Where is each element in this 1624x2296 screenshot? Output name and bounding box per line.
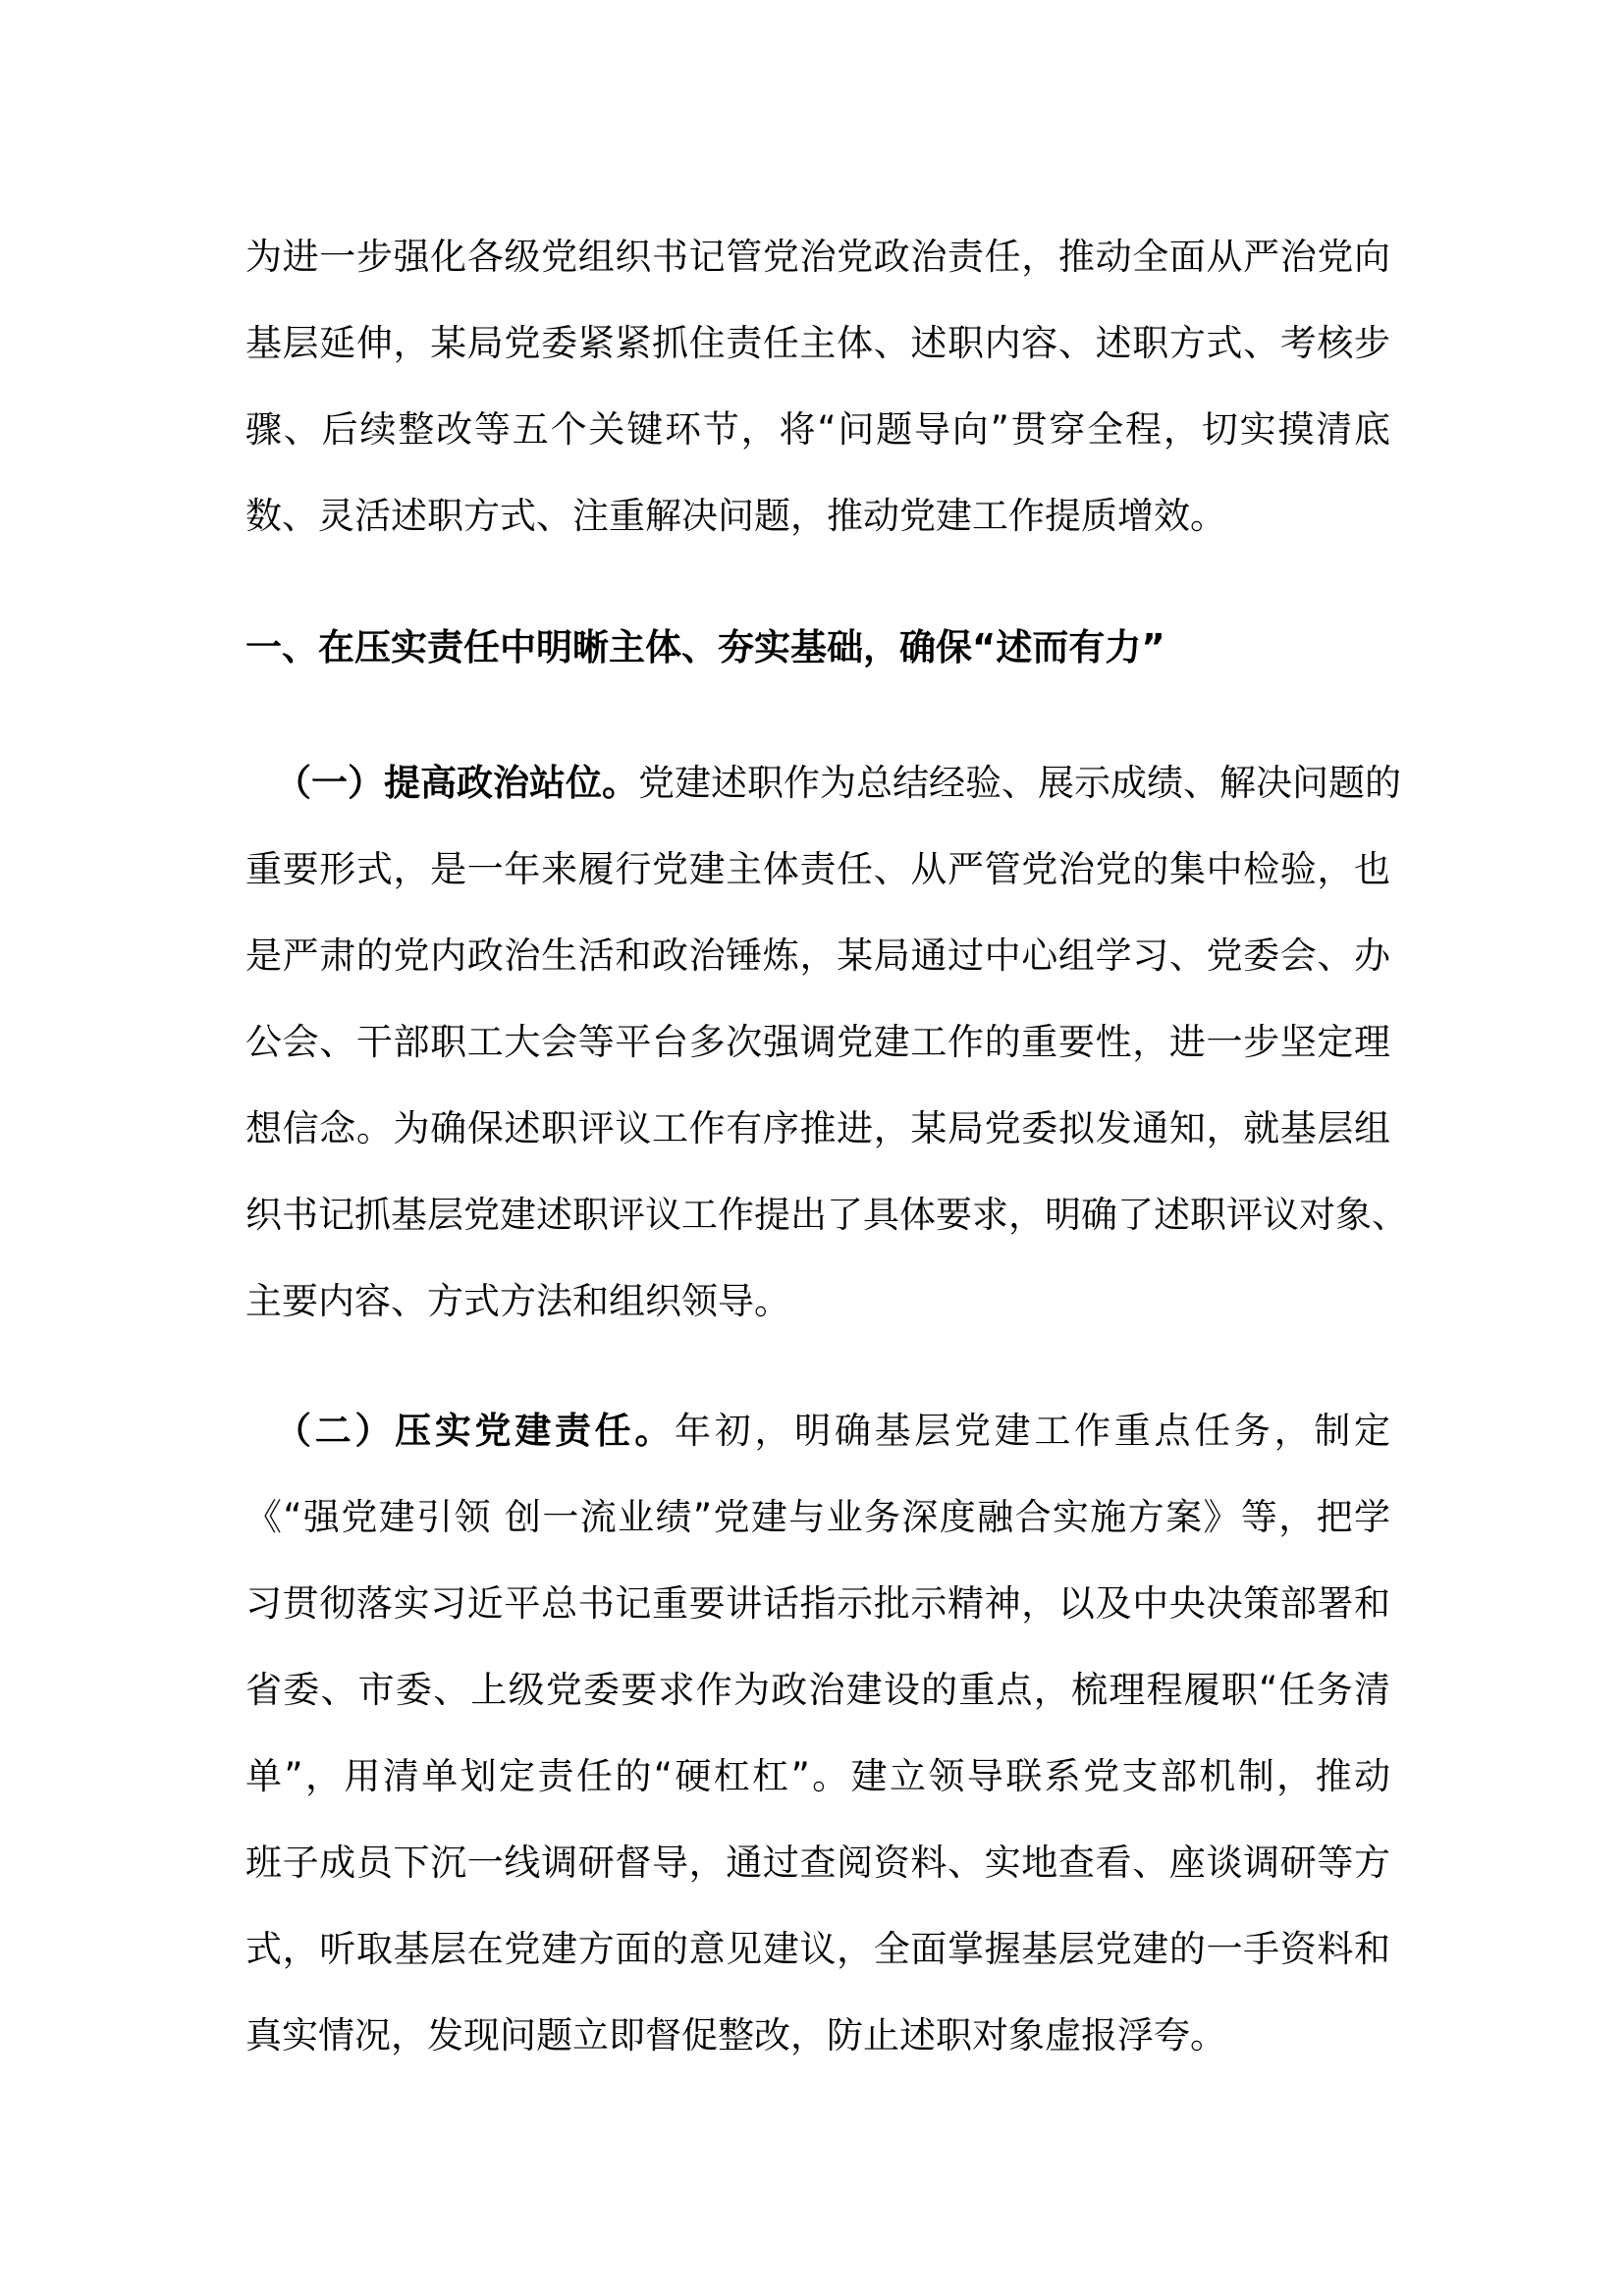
text-line [245,740,1401,827]
text-line: 习贯彻落实习近平总书记重要讲话指示批示精神，以及中央决策部署和 [245,1582,1390,1625]
text-line: 想信念。为确保述职评议工作有序推进，某局党委拟发通知，就基层组 [245,1107,1390,1149]
section-heading-text: 一、在压实责任中明晰主体、夯实基础，确保“述而有力” [245,626,1165,668]
text-line: 省委、市委、上级党委要求作为政治建设的重点，梳理程履职“任务清 [245,1669,1390,1711]
paragraph-party-responsibility [245,1388,1390,2079]
paragraph-lead: （二）压实党建责任。 [275,1410,676,1452]
intro-paragraph [245,214,1390,560]
text-line: 为进一步强化各级党组织书记管党治党政治责任，推动全面从严治党向 [245,236,1390,278]
text-line: 主要内容、方式方法和组织领导。 [245,1280,790,1322]
paragraph-text: 年初，明确基层党建工作重点任务，制定 [675,1410,1391,1452]
text-line: 基层延伸，某局党委紧紧抓住责任主体、述职内容、述职方式、考核步 [245,322,1390,364]
paragraph-text: 党建述职作为总结经验、展示成绩、解决问题的 [638,762,1401,804]
text-line: 《“强党建引领 创一流业绩”党建与业务深度融合实施方案》等，把学 [245,1496,1390,1538]
paragraph-political-stance [245,740,1408,1345]
text-line: 数、灵活述职方式、注重解决问题，推动党建工作提质增效。 [245,495,1226,537]
text-line: 重要形式，是一年来履行党建主体责任、从严管党治党的集中检验，也 [245,848,1390,890]
text-line: 是严肃的党内政治生活和政治锤炼，某局通过中心组学习、党委会、办 [245,934,1390,977]
text-line [245,1388,1390,1474]
section-heading [245,605,1390,691]
text-line: 公会、干部职工大会等平台多次强调党建工作的重要性，进一步坚定理 [245,1021,1390,1063]
text-line: 真实情况，发现问题立即督促整改，防止述职对象虚报浮夸。 [245,2014,1226,2056]
paragraph-lead: （一）提高政治站位。 [275,762,638,804]
text-line: 班子成员下沉一线调研督导，通过查阅资料、实地查看、座谈调研等方 [245,1842,1390,1884]
text-line: 骤、后续整改等五个关键环节，将“问题导向”贯穿全程，切实摸清底 [245,408,1390,451]
text-line: 式，听取基层在党建方面的意见建议，全面掌握基层党建的一手资料和 [245,1928,1390,1970]
text-line: 织书记抓基层党建述职评议工作提出了具体要求，明确了述职评议对象、 [245,1194,1408,1236]
text-line: 单”，用清单划定责任的“硬杠杠”。建立领导联系党支部机制，推动 [245,1755,1390,1797]
